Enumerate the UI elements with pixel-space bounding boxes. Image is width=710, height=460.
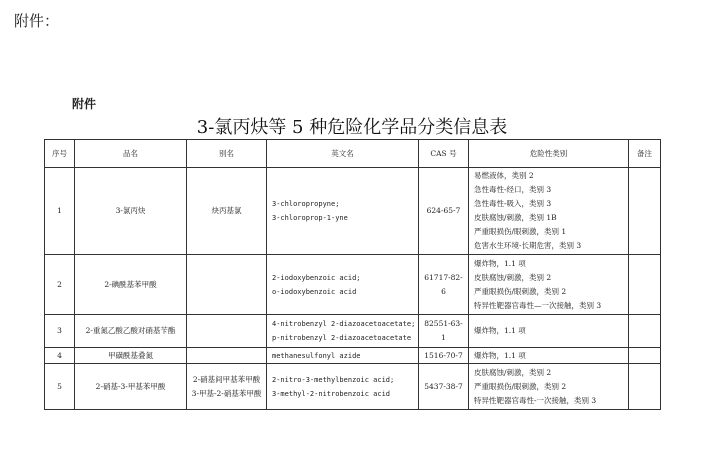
cell-name: 3-氯丙炔 bbox=[75, 168, 187, 255]
cell-remark bbox=[629, 168, 661, 255]
hazard-line: 爆炸物，1.1 项 bbox=[474, 350, 526, 360]
cell-no: 1 bbox=[45, 168, 75, 255]
header-remark: 备注 bbox=[629, 140, 661, 168]
hazard-line: 严重眼损伤/眼刺激，类别 1 bbox=[474, 227, 567, 236]
english-line: 2-iodoxybenzoic acid; bbox=[272, 273, 361, 282]
header-hazard: 危险性类别 bbox=[469, 140, 629, 168]
english-line: 3-chloropropyne; bbox=[272, 200, 340, 208]
cell-cas: 5437-38-7 bbox=[419, 364, 469, 410]
cell-hazard bbox=[469, 315, 629, 348]
table-header-row bbox=[45, 140, 661, 168]
cell-english bbox=[267, 315, 419, 348]
hazard-classification-table bbox=[44, 139, 661, 410]
cell-english bbox=[267, 348, 419, 364]
cell-english bbox=[267, 168, 419, 255]
cell-remark bbox=[629, 315, 661, 348]
cell-alias bbox=[187, 255, 267, 315]
cell-no: 2 bbox=[45, 255, 75, 315]
cell-no: 5 bbox=[45, 364, 75, 410]
cell-cas: 82551-63-1 bbox=[419, 315, 469, 348]
document-title: 3-氯丙炔等 5 种危险化学品分类信息表 bbox=[196, 117, 508, 138]
english-line: 2-nitro-3-methylbenzoic acid; bbox=[272, 375, 395, 384]
hazard-line: 易燃液体，类别 2 bbox=[474, 171, 534, 180]
cell-alias bbox=[187, 315, 267, 348]
cell-hazard bbox=[469, 364, 629, 410]
cell-alias bbox=[187, 348, 267, 364]
cell-cas: 624-65-7 bbox=[419, 168, 469, 255]
cell-no: 3 bbox=[45, 315, 75, 348]
alias-line: 炔丙基氯 bbox=[211, 206, 242, 215]
english-line: methanesulfonyl azide bbox=[272, 351, 361, 360]
alias-line: 3-甲基-2-硝基苯甲酸 bbox=[191, 388, 262, 398]
cell-remark bbox=[629, 255, 661, 315]
hazard-line: 急性毒性-经口，类别 3 bbox=[474, 185, 552, 194]
cell-hazard bbox=[469, 348, 629, 364]
table-row bbox=[45, 348, 661, 364]
cell-hazard bbox=[469, 168, 629, 255]
cell-cas: 61717-82-6 bbox=[419, 255, 469, 315]
hazard-line: 特异性靶器官毒性—一次接触，类别 3 bbox=[474, 300, 602, 310]
hazard-line: 皮肤腐蚀/刺激，类别 2 bbox=[474, 272, 552, 282]
table-row bbox=[45, 168, 661, 255]
header-english: 英文名 bbox=[267, 140, 419, 168]
hazard-line: 特异性靶器官毒性-一次接触，类别 3 bbox=[474, 395, 597, 405]
hazard-line: 危害水生环境-长期危害，类别 3 bbox=[474, 241, 582, 250]
cell-remark bbox=[629, 364, 661, 410]
alias-line: 2-硝基间甲基苯甲酸 bbox=[192, 374, 261, 384]
header-cas: CAS 号 bbox=[419, 140, 469, 168]
cell-cas: 1516-70-7 bbox=[419, 348, 469, 364]
english-line: 4-nitrobenzyl 2-diazoacetoacetate; bbox=[272, 320, 416, 328]
cell-alias bbox=[187, 168, 267, 255]
cell-name: 2-碘酰基苯甲酸 bbox=[75, 255, 187, 315]
english-line: p-nitrobenzyl 2-diazoacetoacetate bbox=[272, 334, 412, 342]
table-row bbox=[45, 255, 661, 315]
hazard-line: 急性毒性-吸入，类别 3 bbox=[474, 199, 552, 208]
cell-remark bbox=[629, 348, 661, 364]
hazard-line: 皮肤腐蚀/刺激，类别 2 bbox=[474, 367, 552, 377]
attachment-heading: 附件： bbox=[14, 12, 60, 30]
table-row bbox=[45, 364, 661, 410]
header-no: 序号 bbox=[45, 140, 75, 168]
hazard-line: 严重眼损伤/眼刺激，类别 2 bbox=[474, 286, 567, 296]
hazard-line: 爆炸物，1.1 项 bbox=[474, 258, 526, 268]
english-line: 3-methyl-2-nitrobenzoic acid bbox=[272, 389, 391, 398]
cell-no: 4 bbox=[45, 348, 75, 364]
cell-english bbox=[267, 255, 419, 315]
cell-english bbox=[267, 364, 419, 410]
english-line: 3-chloroprop-1-yne bbox=[272, 214, 348, 222]
cell-hazard bbox=[469, 255, 629, 315]
header-name: 品名 bbox=[75, 140, 187, 168]
english-line: o-iodoxybenzoic acid bbox=[272, 287, 357, 296]
cell-name: 2-重氮乙酸乙酸对硝基苄酯 bbox=[75, 315, 187, 348]
header-alias: 别名 bbox=[187, 140, 267, 168]
hazard-line: 严重眼损伤/眼刺激，类别 2 bbox=[474, 381, 567, 391]
cell-name: 甲磺酰基叠氮 bbox=[75, 348, 187, 364]
table-row bbox=[45, 315, 661, 348]
cell-name: 2-硝基-3-甲基苯甲酸 bbox=[75, 364, 187, 410]
hazard-line: 爆炸物，1.1 项 bbox=[474, 326, 526, 335]
hazard-line: 皮肤腐蚀/刺激，类别 1B bbox=[474, 213, 557, 222]
cell-alias bbox=[187, 364, 267, 410]
document-label: 附件 bbox=[72, 97, 97, 111]
